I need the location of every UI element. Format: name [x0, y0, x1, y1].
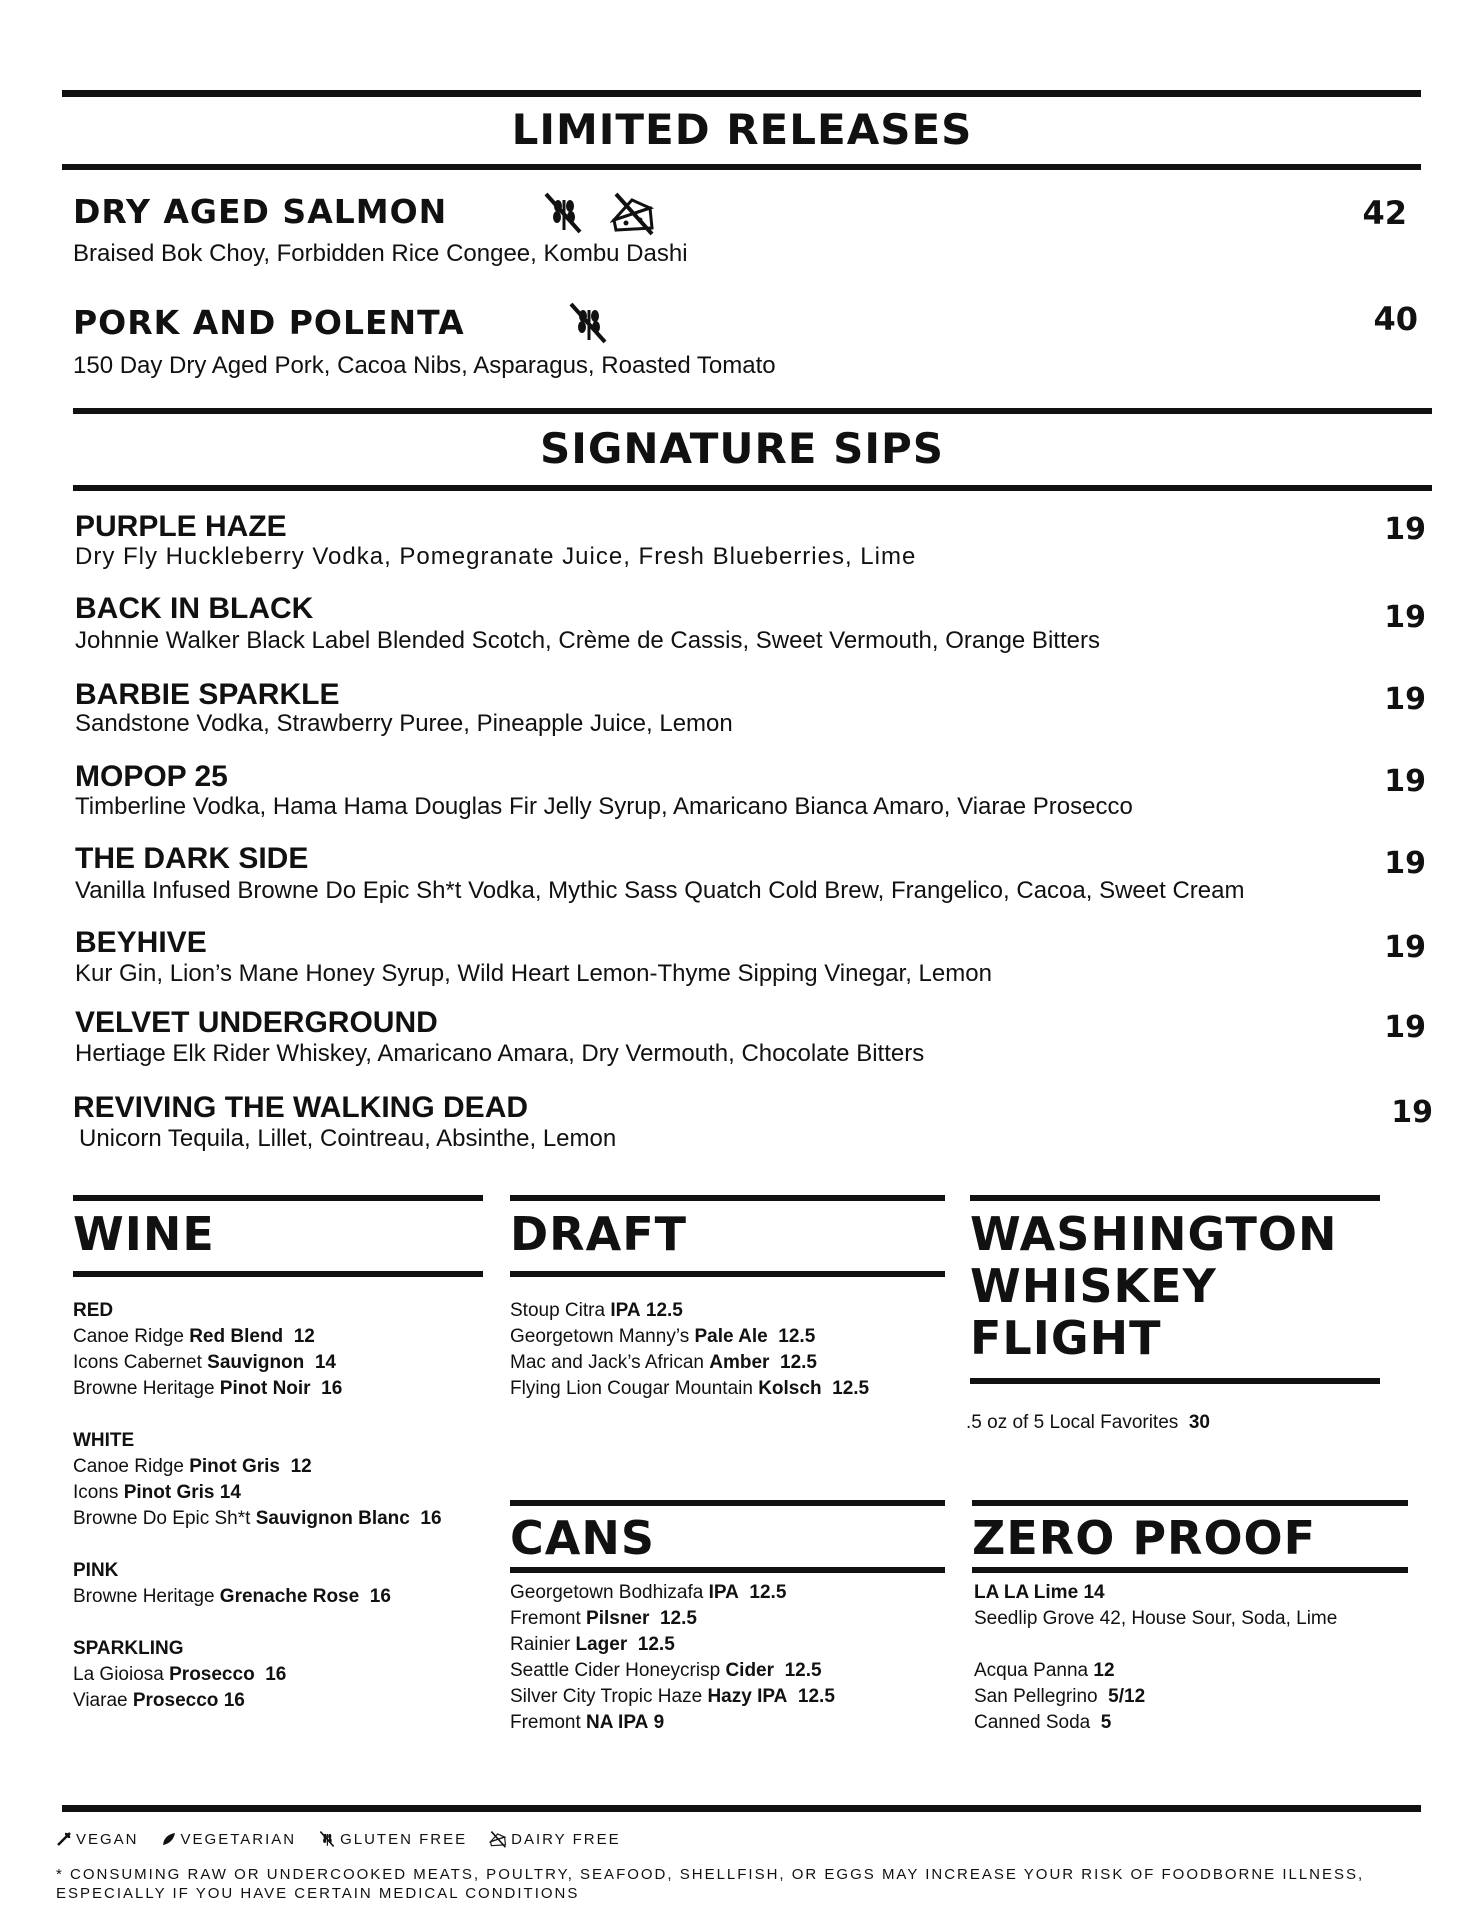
list-item: Stoup Citra IPA 12.5 [510, 1300, 683, 1321]
list-item: Georgetown Manny’s Pale Ale 12.5 [510, 1326, 816, 1347]
list-item: Browne Do Epic Sh*t Sauvignon Blanc 16 [73, 1508, 442, 1529]
dish-desc: Braised Bok Choy, Forbidden Rice Congee, Kombu Dashi [73, 240, 688, 267]
wine-category-white: WHITE [73, 1430, 135, 1451]
sip-desc: Dry Fly Huckleberry Vodka, Pomegranate Juice, Fresh Blueberries, Lime [75, 543, 917, 570]
legend-dairy-free: DAIRY FREE [511, 1830, 621, 1848]
legend-gluten-free: GLUTEN FREE [340, 1830, 468, 1848]
sip-price: 19 [1384, 764, 1426, 799]
wine-category-red: RED [73, 1300, 114, 1321]
sip-desc: Timberline Vodka, Hama Hama Douglas Fir Jelly Syrup, Amaricano Bianca Amaro, Viarae Prosecco [75, 793, 1133, 820]
list-item: Canoe Ridge Pinot Gris 12 [73, 1456, 312, 1477]
sip-name: VELVET UNDERGROUND [75, 1006, 438, 1039]
sip-price: 19 [1384, 600, 1426, 635]
whiskey-rule-top [970, 1195, 1380, 1201]
sip-name: BACK IN BLACK [75, 592, 314, 625]
legend-vegetarian: VEGETARIAN [180, 1830, 297, 1848]
sip-name: REVIVING THE WALKING DEAD [73, 1091, 529, 1124]
cans-title: CANS [510, 1511, 655, 1565]
list-item: Seedlip Grove 42, House Sour, Soda, Lime [974, 1608, 1338, 1629]
list-item: San Pellegrino 5/12 [974, 1686, 1146, 1707]
dish-name: DRY AGED SALMON [73, 192, 448, 231]
zero-title: ZERO PROOF [972, 1511, 1317, 1565]
sip-name: THE DARK SIDE [75, 842, 309, 875]
dish-desc: 150 Day Dry Aged Pork, Cacoa Nibs, Asparagus, Roasted Tomato [73, 352, 776, 379]
sip-price: 19 [1384, 1010, 1426, 1045]
draft-list [510, 1298, 950, 1402]
sip-price: 19 [1384, 512, 1426, 547]
wine-category-sparkling: SPARKLING [73, 1638, 184, 1659]
dish-price: 40 [1373, 300, 1418, 338]
list-item: Icons Cabernet Sauvignon 14 [73, 1352, 336, 1373]
legend-vegan: VEGAN [76, 1830, 139, 1848]
list-item: Silver City Tropic Haze Hazy IPA 12.5 [510, 1686, 835, 1707]
cans-list [510, 1580, 950, 1736]
dish-name: PORK AND POLENTA [73, 303, 465, 342]
wine-rule-top [73, 1195, 483, 1201]
sip-desc: Sandstone Vodka, Strawberry Puree, Pineapple Juice, Lemon [75, 710, 733, 737]
dairy-free-icon [610, 190, 656, 236]
wine-list [73, 1298, 493, 1714]
list-item: Georgetown Bodhizafa IPA 12.5 [510, 1582, 787, 1603]
sip-desc: Kur Gin, Lion’s Mane Honey Syrup, Wild Heart Lemon-Thyme Sipping Vinegar, Lemon [75, 960, 992, 987]
zero-rule-top [972, 1500, 1408, 1506]
sips-title: SIGNATURE SIPS [539, 424, 945, 473]
dish-price: 42 [1362, 194, 1407, 232]
vegan-icon [56, 1831, 72, 1847]
limited-title: LIMITED RELEASES [511, 105, 973, 154]
list-item: Browne Heritage Pinot Noir 16 [73, 1378, 343, 1399]
list-item: Fremont Pilsner 12.5 [510, 1608, 697, 1629]
wine-category-pink: PINK [73, 1560, 119, 1581]
top-rule [62, 90, 1421, 97]
sip-desc: Vanilla Infused Browne Do Epic Sh*t Vodka, Mythic Sass Quatch Cold Brew, Frangelico, Cacoa, Sweet Cream [75, 877, 1245, 904]
sip-price: 19 [1391, 1095, 1433, 1130]
list-item: Canned Soda 5 [974, 1712, 1112, 1733]
gluten-free-icon [565, 300, 611, 346]
list-item: Seattle Cider Honeycrisp Cider 12.5 [510, 1660, 822, 1681]
list-item: Icons Pinot Gris 14 [73, 1482, 241, 1503]
list-item: Mac and Jack’s African Amber 12.5 [510, 1352, 817, 1373]
gluten-free-icon [318, 1830, 336, 1848]
vegetarian-icon [161, 1831, 177, 1847]
sip-price: 19 [1384, 930, 1426, 965]
diet-legend [56, 1830, 621, 1848]
zero-rule-bottom [972, 1567, 1408, 1573]
list-item: Browne Heritage Grenache Rose 16 [73, 1586, 391, 1607]
cans-rule-bottom [510, 1567, 945, 1573]
sip-price: 19 [1384, 846, 1426, 881]
sip-name: MOPOP 25 [75, 760, 228, 793]
limited-rule [62, 164, 1421, 170]
dairy-free-icon [489, 1830, 507, 1848]
warning-line-1: * CONSUMING RAW OR UNDERCOOKED MEATS, POULTRY, SEAFOOD, SHELLFISH, OR EGGS MAY INCREASE YOUR RISK OF FOODBORNE ILLNESS, [56, 1866, 1365, 1883]
list-item: Flying Lion Cougar Mountain Kolsch 12.5 [510, 1378, 870, 1399]
list-item: LA LA Lime 14 [974, 1582, 1105, 1603]
wine-rule-bottom [73, 1271, 483, 1277]
sip-price: 19 [1384, 682, 1426, 717]
sips-rule-top [73, 408, 1432, 414]
list-item: Acqua Panna 12 [974, 1660, 1115, 1681]
sip-desc: Hertiage Elk Rider Whiskey, Amaricano Amara, Dry Vermouth, Chocolate Bitters [75, 1040, 925, 1067]
list-item: Fremont NA IPA 9 [510, 1712, 665, 1733]
sip-name: PURPLE HAZE [75, 510, 287, 543]
draft-title: DRAFT [510, 1207, 688, 1261]
wine-title: WINE [73, 1207, 215, 1261]
sip-desc: Unicorn Tequila, Lillet, Cointreau, Absinthe, Lemon [79, 1125, 617, 1152]
footer-rule [62, 1805, 1421, 1812]
cans-rule-top [510, 1500, 945, 1506]
whiskey-desc: .5 oz of 5 Local Favorites 30 [966, 1412, 1210, 1433]
sip-desc: Johnnie Walker Black Label Blended Scotch, Crème de Cassis, Sweet Vermouth, Orange Bitters [75, 627, 1100, 654]
whiskey-title: WASHINGTON WHISKEY FLIGHT [970, 1207, 1338, 1365]
warning-line-2: ESPECIALLY IF YOU HAVE CERTAIN MEDICAL CONDITIONS [56, 1885, 580, 1902]
sips-rule-bottom [73, 485, 1432, 491]
list-item: Viarae Prosecco 16 [73, 1690, 245, 1711]
sip-name: BARBIE SPARKLE [75, 678, 340, 711]
list-item: La Gioiosa Prosecco 16 [73, 1664, 287, 1685]
draft-rule-bottom [510, 1271, 945, 1277]
list-item: Rainier Lager 12.5 [510, 1634, 675, 1655]
draft-rule-top [510, 1195, 945, 1201]
sip-name: BEYHIVE [75, 926, 207, 959]
whiskey-rule-bottom [970, 1378, 1380, 1384]
list-item: Canoe Ridge Red Blend 12 [73, 1326, 315, 1347]
gluten-free-icon [540, 190, 586, 236]
zero-list [974, 1580, 1414, 1736]
